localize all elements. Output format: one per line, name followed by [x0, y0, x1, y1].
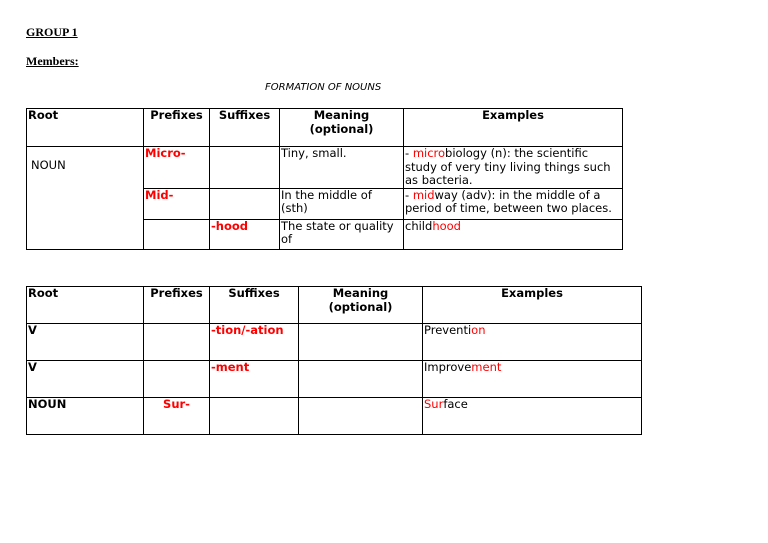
suffix-cell: [210, 188, 280, 219]
header-prefixes: Prefixes: [144, 109, 210, 147]
header-root: Root: [27, 109, 144, 147]
header-examples: Examples: [423, 287, 642, 324]
root-cell: NOUN: [27, 147, 144, 250]
root-cell: V: [27, 324, 144, 361]
example-cell: [404, 147, 623, 189]
table-row: [27, 398, 642, 435]
meaning-cell: [299, 361, 423, 398]
prefix-cell: Mid-: [144, 188, 210, 219]
header-meaning: Meaning (optional): [299, 287, 423, 324]
root-cell: NOUN: [27, 398, 144, 435]
prefix-cell: [144, 219, 210, 249]
header-suffixes: Suffixes: [210, 109, 280, 147]
example-lead: child: [405, 218, 433, 233]
members-label: Members:: [26, 54, 79, 68]
example-highlight: ment: [471, 360, 502, 374]
group-heading: GROUP 1: [26, 25, 78, 39]
prefix-cell: [144, 324, 210, 361]
example-lead: -: [405, 187, 413, 202]
suffix-cell: -tion/-ation: [210, 324, 299, 361]
root-cell: V: [27, 361, 144, 398]
table-row: [27, 361, 642, 398]
meaning-cell: Tiny, small.: [280, 147, 404, 189]
meaning-cell: The state or quality of: [280, 219, 404, 249]
header-examples: Examples: [404, 109, 623, 147]
table-header-row: [27, 287, 642, 324]
example-highlight: mid: [412, 187, 435, 202]
example-highlight: hood: [432, 218, 461, 233]
example-cell: [423, 361, 642, 398]
suffix-cell: -hood: [210, 219, 280, 249]
example-cell: [423, 398, 642, 435]
suffix-cell: -ment: [210, 361, 299, 398]
noun-formation-table-2: [26, 286, 642, 435]
example-after: face: [443, 397, 468, 411]
header-meaning: Meaning (optional): [280, 109, 404, 147]
table-header-row: [27, 109, 623, 147]
header-root: Root: [27, 287, 144, 324]
noun-formation-table-1: [26, 108, 623, 250]
table-row: [27, 147, 623, 189]
example-before: Preventi: [424, 323, 472, 337]
example-lead: -: [405, 146, 413, 160]
example-highlight: Sur: [424, 397, 444, 411]
meaning-cell: In the middle of (sth): [280, 188, 404, 219]
prefix-cell: [144, 361, 210, 398]
header-suffixes: Suffixes: [210, 287, 299, 324]
table-row: [27, 324, 642, 361]
example-cell: [404, 188, 623, 219]
document-title: FORMATION OF NOUNS: [265, 82, 382, 93]
meaning-cell: [299, 324, 423, 361]
meaning-cell: [299, 398, 423, 435]
suffix-cell: [210, 398, 299, 435]
header-prefixes: Prefixes: [144, 287, 210, 324]
example-before: Improve: [424, 360, 472, 374]
example-rest: way (adv): in the middle of a period of time, between two places.: [405, 187, 612, 215]
prefix-cell: Micro-: [144, 147, 210, 189]
example-highlight: micro: [412, 146, 446, 160]
prefix-cell: Sur-: [144, 398, 210, 435]
example-rest: biology (n): the scientific study of very tiny living things such as bacteria.: [405, 146, 611, 187]
example-cell: [423, 324, 642, 361]
example-cell: [404, 219, 623, 249]
example-highlight: on: [471, 323, 486, 337]
suffix-cell: [210, 147, 280, 189]
